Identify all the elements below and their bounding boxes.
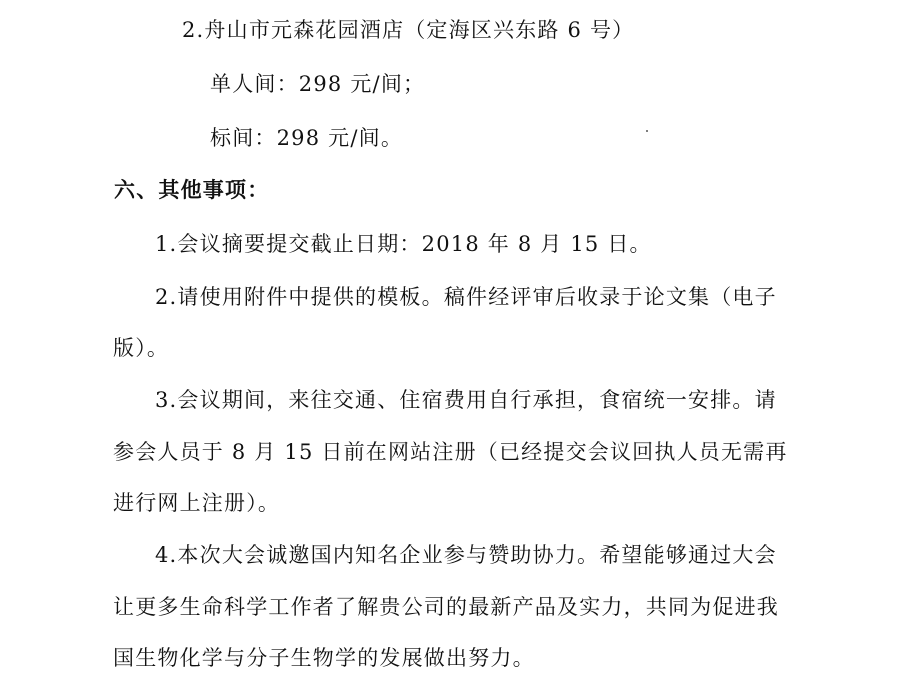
- section-heading: 六、其他事项：: [114, 177, 270, 202]
- hotel-line: 2.舟山市元森花园酒店（定海区兴东路 6 号）: [182, 18, 635, 42]
- item-2-line-1: 2.请使用附件中提供的模板。稿件经评审后收录于论文集（电子: [155, 285, 777, 309]
- item-4-line-3: 国生物化学与分子生物学的发展做出努力。: [113, 646, 535, 670]
- item-3-line-2: 参会人员于 8 月 15 日前在网站注册（已经提交会议回执人员无需再: [113, 440, 788, 464]
- scan-speck: [646, 130, 648, 132]
- item-2-line-2: 版）。: [113, 336, 170, 360]
- item-1: 1.会议摘要提交截止日期：2018 年 8 月 15 日。: [155, 232, 652, 256]
- single-room-price: 单人间：298 元/间；: [210, 72, 426, 96]
- standard-room-price: 标间：298 元/间。: [210, 126, 404, 150]
- item-4-line-1: 4.本次大会诚邀国内知名企业参与赞助协力。希望能够通过大会: [155, 543, 777, 567]
- item-3-line-1: 3.会议期间，来往交通、住宿费用自行承担，食宿统一安排。请: [155, 388, 777, 412]
- item-4-line-2: 让更多生命科学工作者了解贵公司的最新产品及实力，共同为促进我: [113, 595, 779, 619]
- item-3-line-3: 进行网上注册）。: [113, 491, 281, 515]
